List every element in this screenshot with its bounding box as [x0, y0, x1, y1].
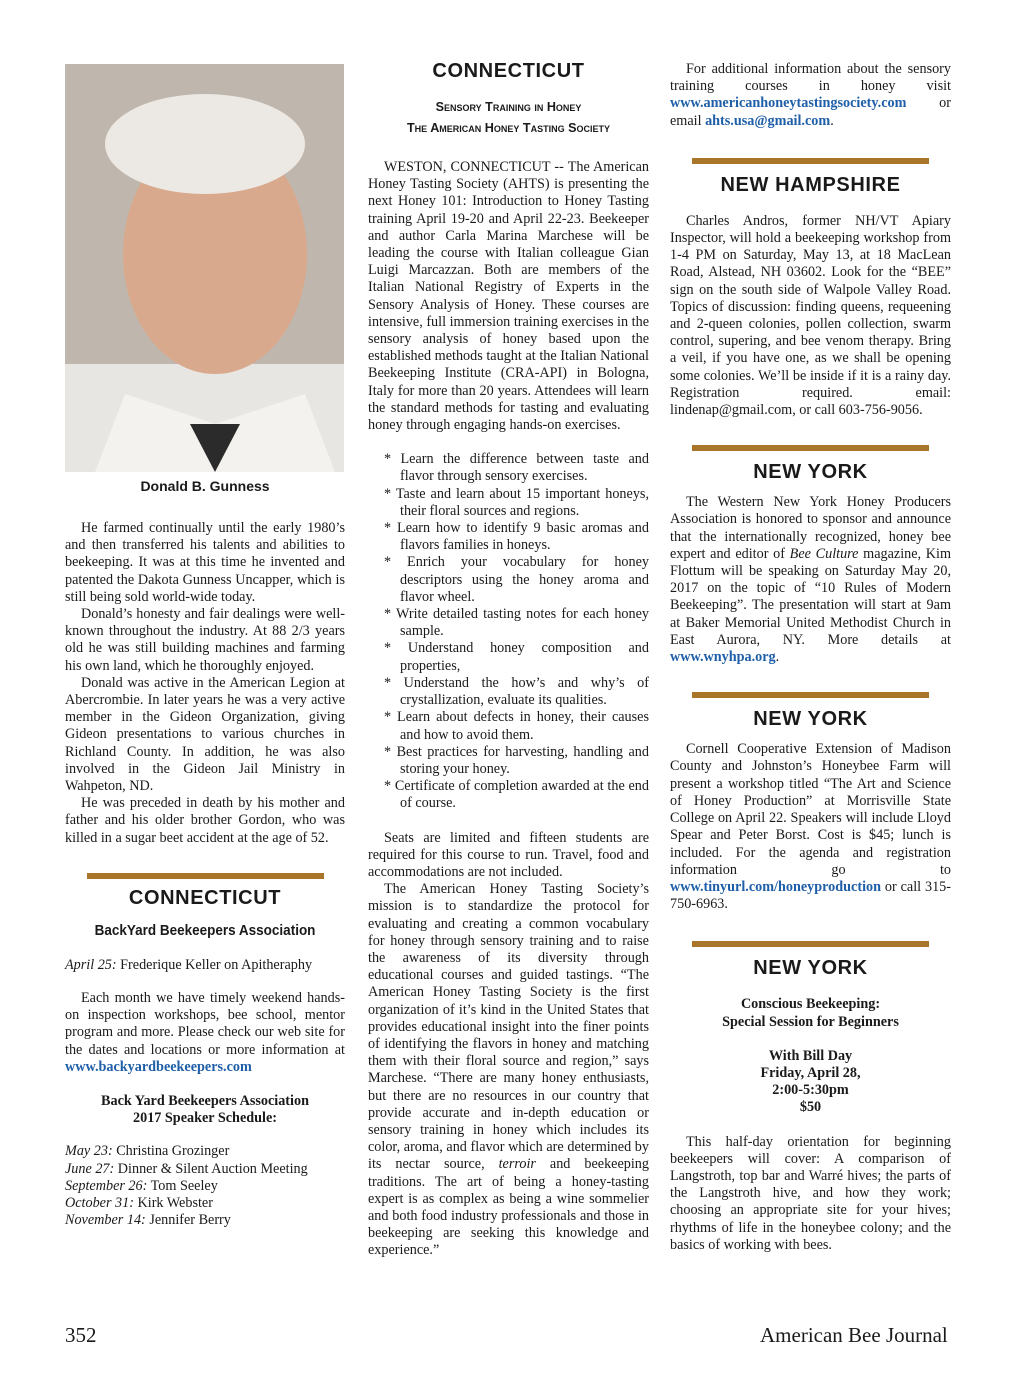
- ny3-title: Conscious Beekeeping:: [740, 996, 881, 1013]
- obituary-paragraph: Donald’s honesty and fair dealings were well-known throughout the industry. At 88 2/3 years old he was still building machines and farming his own land, which he thoroughly enjoyed.: [65, 606, 345, 674]
- ct-sensory-subheading: The American Honey Tasting Society: [406, 121, 610, 135]
- portrait-photo: [65, 64, 344, 472]
- schedule-title: Back Yard Beekeepers Association: [101, 1093, 309, 1110]
- schedule-item: November 14: Jennifer Berry: [65, 1212, 231, 1229]
- ny1-heading: NEW YORK: [753, 461, 868, 484]
- schedule-item: June 27: Dinner & Silent Auction Meeting: [65, 1160, 308, 1177]
- column-left: [65, 0, 345, 1230]
- list-item: * Best practices for harvesting, handling and storing your honey.: [384, 743, 649, 777]
- list-item: * Learn how to identify 9 basic aromas and flavors families in honeys.: [384, 520, 649, 554]
- portrait-silhouette: [65, 64, 344, 472]
- list-item: * Enrich your vocabulary for honey descriptors using the honey aroma and flavor wheel.: [384, 554, 649, 605]
- backyard-link[interactable]: www.backyardbeekeepers.com: [65, 1058, 252, 1075]
- ny3-body: This half-day orientation for beginning beekeepers will cover: A comparison of Langstroth, top bar and Warré hives; the parts of the Langstroth hive, and how they work; choosing an appropriate site for your hives; rhythms of life in the honeybee colony; and the basics of working with bees.: [670, 1133, 951, 1253]
- ny3-heading: NEW YORK: [753, 957, 868, 980]
- list-item: * Learn about defects in honey, their causes and how to avoid them.: [384, 709, 649, 743]
- list-item: * Understand the how’s and why’s of crystallization, evaluate its qualities.: [384, 674, 649, 709]
- ct-backyard-heading: CONNECTICUT: [128, 886, 282, 909]
- ct-sensory-more-info: For additional information about the sensory training courses in honey visit www.americanhoneytastingsociety.com or email ahts.usa@gmail.com.: [670, 61, 951, 129]
- ny3-date: Friday, April 28,: [760, 1064, 861, 1081]
- column-middle: [368, 0, 649, 1260]
- tinyurl-link[interactable]: www.tinyurl.com/honeyproduction: [670, 878, 881, 895]
- speaker-schedule: [65, 1143, 345, 1229]
- ny3-time: 2:00-5:30pm: [772, 1082, 849, 1099]
- ct-backyard-april: April 25: Frederique Keller on Apitheraphy: [65, 956, 313, 973]
- ny3-title: Special Session for Beginners: [722, 1013, 899, 1030]
- obituary-paragraph: He was preceded in death by his mother and father and his older brother Gordon, who was killed in a sugar beet accident at the age of 52.: [65, 795, 345, 846]
- ct-sensory-mission: The American Honey Tasting Society’s mission is to standardize the protocol for evaluating and creating a common vocabulary for honey through sensory training and to raise the awareness of its diversity through educational courses and guided tastings. “The American Honey Tasting Society is the first organization of it’s kind in the United States that provides educational insight into the finer points of identifying the flavors in honey and matching them with their floral source and region,” says Marchese. “There are many honey enthusiasts, but there are no resources in our country that provide accurate and in-depth education or sensory training in honey which includes its color, aroma, and flavor which are determined by its nectar source, terroir and beekeeping traditions. The art of being a honey-tasting expert is as complex as being a wine sommelier and both food industry professionals and those in beekeeping are seeking this knowledge and experience.”: [368, 881, 649, 1259]
- nh-heading: NEW HAMPSHIRE: [720, 173, 901, 196]
- list-item: * Write detailed tasting notes for each honey sample.: [384, 606, 649, 640]
- page-number: 352: [65, 1323, 97, 1347]
- list-item: * Understand honey composition and properties,: [384, 640, 649, 674]
- ct-sensory-seats: Seats are limited and fifteen students are required for this course to run. Travel, food and accommodations are not included.: [368, 829, 649, 880]
- list-item: * Learn the difference between taste and flavor through sensory exercises.: [384, 451, 649, 485]
- ny3-presenter: With Bill Day: [768, 1047, 853, 1064]
- list-item: * Certificate of completion awarded at the end of course.: [384, 778, 649, 812]
- ahts-email-link[interactable]: ahts.usa@gmail.com: [705, 112, 831, 129]
- schedule-subtitle: 2017 Speaker Schedule:: [133, 1110, 277, 1127]
- ahts-website-link[interactable]: www.americanhoneytastingsociety.com: [670, 95, 907, 112]
- ny3-price: $50: [799, 1099, 822, 1116]
- schedule-item: October 31: Kirk Webster: [65, 1195, 213, 1212]
- nh-body: Charles Andros, former NH/VT Apiary Inspector, will hold a beekeeping workshop from 1-4 PM on Saturday, May 13, at 18 MacLean Road, Alstead, NH 03602. Look for the “BEE” sign on the south side of Walpole Valley Road. Topics of discussion: finding queens, requeening and 2-queen colonies, pollen collection, swarm control, supering, and bee venom therapy. Bring a veil, if you have one, as we shall be opening some colonies. We’ll be inside if it is a rainy day. Registration required. email: lindenap@gmail.com, or call 603-756-9056.: [670, 212, 951, 419]
- ny2-heading: NEW YORK: [753, 708, 868, 731]
- ct-backyard-body: Each month we have timely weekend hands-on inspection workshops, bee school, mentor program and more. Please check our web site for the dates and locations or more information at www.backyardbeekeepers.com: [65, 990, 345, 1075]
- photo-caption: Donald B. Gunness: [140, 478, 270, 494]
- journal-name: American Bee Journal: [760, 1323, 948, 1347]
- obituary-paragraph: He farmed continually until the early 1980’s and then transferred his talents and abilities to beekeeping. It was at this time he invented and patented the Dakota Gunness Uncapper, which is still being sold world-wide today.: [65, 520, 345, 605]
- wnyhpa-link[interactable]: www.wnyhpa.org: [670, 649, 776, 666]
- obituary-paragraph: Donald was active in the American Legion at Abercrombie. In later years he was a very active member in the Gideon Organization, giving Gideon presentations to various churches in Richland County. In addition, he was also involved in the Gideon Jail Ministry in Wahpeton, ND.: [65, 674, 345, 795]
- list-item: * Taste and learn about 15 important honeys, their floral sources and regions.: [384, 485, 649, 519]
- schedule-item: September 26: Tom Seeley: [65, 1177, 218, 1194]
- course-topics-list: [368, 451, 649, 812]
- column-right: [670, 0, 951, 1254]
- ct-sensory-intro: WESTON, CONNECTICUT -- The American Honey Tasting Society (AHTS) is presenting the next Honey 101: Introduction to Honey Tasting training April 19-20 and April 22-23. Beekeeper and author Carla Marina Marchese will be leading the course with Italian colleague Gian Luigi Marcazzan. Both are members of the Italian National Registry of Experts in the Sensory Analysis of Honey. These courses are intensive, full immersion training exercises in the sensory analysis of honey based upon the established methods taught at the Italian National Beekeeping Institute (CRA-API) in Bologna, Italy for more than 20 years. Attendees will learn the standard methods for tasting and evaluating honey through engaging hands-on exercises.: [368, 159, 649, 434]
- ct-sensory-subheading: Sensory Training in Honey: [435, 100, 582, 114]
- ny1-body: The Western New York Honey Producers Association is honored to sponsor and announce that the internationally recognized, honey bee expert and editor of Bee Culture magazine, Kim Flottum will be speaking on Saturday May 20, 2017 on the topic of “10 Rules of Modern Beekeeping”. The presentation will start at 9am at Baker Memorial United Methodist Church in East Aurora, NY. More details at www.wnyhpa.org.: [670, 494, 952, 666]
- ct-sensory-heading: CONNECTICUT: [432, 60, 585, 82]
- ct-backyard-subheading: BackYard Beekeepers Association: [94, 921, 316, 939]
- schedule-item: May 23: Christina Grozinger: [65, 1143, 230, 1160]
- ny2-body: Cornell Cooperative Extension of Madison County and Johnston’s Honeybee Farm will present a workshop titled “The Art and Science of Honey Production” at Morrisville State College on April 22. Speakers will include Lloyd Spear and Peter Borst. Cost is $45; lunch is included. For the agenda and registration information go to www.tinyurl.com/honeyproduction or call 315-750-6963.: [670, 741, 951, 913]
